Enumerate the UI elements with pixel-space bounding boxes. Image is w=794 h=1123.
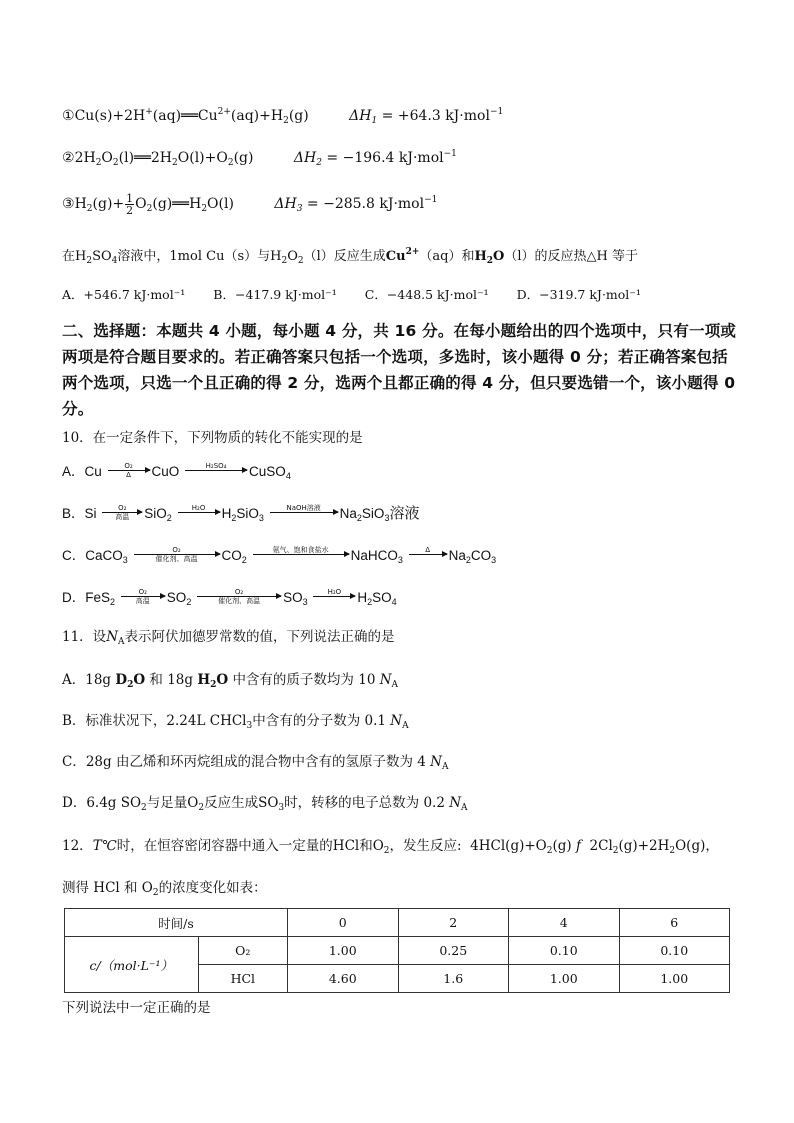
exp: −1 xyxy=(424,195,438,205)
arrow: H₂SO₄ xyxy=(185,462,247,479)
text: B．标准状况下，2.24L xyxy=(62,713,206,729)
q9-stem: 在$H_2SO_4$溶液中，1mol Cu（s）与$H_2O_2(l)$反应生成$Cu^{2+}(aq)$和$H_2O(l)$的反应热△H 等于 xyxy=(62,247,638,266)
exp: −1 xyxy=(443,149,457,159)
table-cell: 1.00 xyxy=(288,937,399,965)
text: （l）的反应热△H 等于 xyxy=(504,249,638,264)
text: 与足量 xyxy=(146,795,188,811)
text: 在 xyxy=(62,249,76,264)
text: A．18g xyxy=(62,672,112,688)
delta-h-3-value: = −285.8 kJ·mol xyxy=(302,196,425,212)
text: 11．设 xyxy=(62,629,107,645)
delta-h-2: $\Delta H_2$ xyxy=(293,150,322,168)
label: C． xyxy=(62,548,86,563)
arrow: O₂ 高温 xyxy=(102,504,142,521)
label: B． xyxy=(62,506,85,521)
arrow: H₂O xyxy=(313,588,355,605)
q10-option-b[interactable]: B．Si O₂ 高温 SiO$_2$ H₂O $H_2SiO_3$ NaOH溶液 $Na_2SiO_3$溶液 xyxy=(62,503,420,523)
table-row-name: HCl xyxy=(198,965,287,993)
text: 和 18g xyxy=(149,672,194,688)
text: 时，在恒容密闭容器中通入一定量的HCl和 xyxy=(116,838,373,854)
table-cell: 4.60 xyxy=(288,965,399,993)
q12-after-text: 下列说法中一定正确的是 xyxy=(62,1000,211,1016)
exp: −1 xyxy=(489,107,504,117)
q11-option-c[interactable]: C．28g 由乙烯和环丙烷组成的混合物中含有的氢原子数为 4 $N_A$ xyxy=(62,754,449,772)
text: 测得 HCl 和 xyxy=(62,880,138,896)
text: 12． xyxy=(62,838,93,854)
q11-option-b[interactable]: B．标准状况下，2.24L CHCl$_3$中含有的分子数为 0.1 $N_A$ xyxy=(62,713,409,731)
text: 表示阿伏加德罗常数的值，下列说法正确的是 xyxy=(124,629,395,645)
text: 溶液 xyxy=(389,505,420,522)
text: 中含有的分子数为 0.1 xyxy=(252,713,386,729)
table-header-row xyxy=(65,909,730,937)
q9-option-a[interactable]: A．+546.7 kJ·mol⁻¹ xyxy=(62,287,186,302)
text: D．6.4g xyxy=(62,795,117,811)
q11-option-a[interactable]: A．18g $D_2O$ 和 18g $H_2O$ 中含有的质子数均为 10 $N_A$ xyxy=(62,672,399,690)
arrow: Δ xyxy=(409,546,447,563)
q10-option-c[interactable]: C．CaCO$_3$ O₂ 催化剂、高温 $CO_2$ 氨气、饱和食盐水 NaHCO$_3$ Δ $Na_2CO_3$ xyxy=(62,545,497,565)
reaction-number: ③ xyxy=(62,196,75,212)
q10-option-a[interactable]: A．Cu $\frac{\text{O₂}}{\Delta}$ CuO H₂SO₄ CuSO$_4$ xyxy=(62,461,291,481)
table-cell: 0.10 xyxy=(509,937,620,965)
text: （l）反应生成 xyxy=(303,249,386,264)
delta-h-1: $\Delta H_1$ xyxy=(349,108,378,126)
row-group-label: c/（mol·L⁻¹） xyxy=(65,937,199,993)
delta-h-3: $\Delta H_3$ xyxy=(274,196,303,214)
temperature: T℃ xyxy=(92,838,117,854)
label: A． xyxy=(62,464,85,479)
text: C．28g 由乙烯和环丙烷组成的混合物中含有的氢原子数为 4 xyxy=(62,754,426,770)
table-row xyxy=(65,937,730,965)
arrow: 氨气、饱和食盐水 xyxy=(253,546,349,563)
table-header-cell: 0 xyxy=(288,909,399,937)
q10-stem: 10．在一定条件下，下列物质的转化不能实现的是 xyxy=(62,430,363,446)
concentration-table xyxy=(64,908,730,993)
arrow: H₂O xyxy=(178,504,220,521)
text: 时，转移的电子总数为 0.2 xyxy=(284,795,445,811)
table-header-cell: 4 xyxy=(509,909,620,937)
section-2-title: 二、选择题：本题共 4 小题，每小题 4 分，共 16 分。在每小题给出的四个选项中，只有一项或两项是符合题目要求的。若正确答案只包括一个选项，多选时，该小题得 0 分；若正确答案包括两个选项，只选一个且正确的得 2 分，选两个且都正确的得 4 分，但只要选错一个，该小题得 0 分。 xyxy=(62,322,737,418)
table-cell: 1.00 xyxy=(619,965,730,993)
table-header-cell: 2 xyxy=(398,909,509,937)
q12-stem-2: 测得 HCl 和 $O_2$的浓度变化如表： xyxy=(62,880,267,898)
table-cell: 1.00 xyxy=(509,965,620,993)
table-cell: 1.6 xyxy=(398,965,509,993)
arrow: O₂ 催化剂、高温 xyxy=(134,546,220,563)
text: 溶液中，1mol Cu（s）与 xyxy=(117,249,271,264)
fraction-half: $\frac{1}{2}$ xyxy=(126,191,134,217)
q11-option-d[interactable]: D．6.4g $SO_2$与足量$O_2$反应生成$SO_3$时，转移的电子总数为 0.2 $N_A$ xyxy=(62,795,468,813)
q9-option-c[interactable]: C．−448.5 kJ·mol⁻¹ xyxy=(364,287,489,302)
arrow: $\frac{\text{O₂}}{\Delta}$ xyxy=(108,462,150,479)
arrow: NaOH溶液 xyxy=(270,504,338,521)
table-header-cell: 时间/s xyxy=(65,909,288,937)
text: 中含有的质子数均为 10 xyxy=(232,672,376,688)
label: D． xyxy=(62,590,86,605)
reaction-2: $②2H_2O_2(l)══2H_2O(l)+O_2(g) \Delta H_2 = -196.4$ kJ·mol$^{-1}$ xyxy=(62,149,457,168)
table-cell: 0.25 xyxy=(398,937,509,965)
q12-stem: 12．T℃时，在恒容密闭容器中通入一定量的HCl和$O_2$，发生反应: $4HCl(g)+O_2(g)$ f $2Cl_2(g)+2H_2O(g)$， xyxy=(62,838,719,856)
q9-option-b[interactable]: B．−417.9 kJ·mol⁻¹ xyxy=(213,287,337,302)
text: （aq）和 xyxy=(419,249,475,264)
reaction-1: $①Cu(s)+2H^+(aq)══Cu^{2+}(aq)+H_2(g) \Delta H_1 = +64.3$ kJ·mol$^{-1}$ xyxy=(62,107,504,126)
table-header-cell: 6 xyxy=(619,909,730,937)
arrow: O₂ 高温 xyxy=(121,588,165,605)
table-cell: 0.10 xyxy=(619,937,730,965)
arrow: O₂ 催化剂、高温 xyxy=(197,588,281,605)
q10-option-d[interactable]: D．FeS$_2$ O₂ 高温 $SO_2$ O₂ 催化剂、高温 $SO_3$ H₂O $H_2SO_4$ xyxy=(62,587,397,607)
text: 反应生成 xyxy=(204,795,259,811)
reaction-number: ① xyxy=(62,108,75,124)
text: ，发生反应: xyxy=(389,838,462,854)
reaction-3: $③H_2(g)+$ $\frac{1}{2}$ $O_2(g)══H_2O(l) \Delta H_3 = -285.8$ kJ·mol$^{-1}$ xyxy=(62,191,438,217)
q9-option-d[interactable]: D．−319.7 kJ·mol⁻¹ xyxy=(516,287,641,302)
q9-options xyxy=(62,285,665,305)
delta-h-2-value: = −196.4 kJ·mol xyxy=(321,150,444,166)
delta-h-1-value: = +64.3 kJ·mol xyxy=(377,108,490,124)
q11-stem: 11．设$N_A$表示阿伏加德罗常数的值，下列说法正确的是 xyxy=(62,629,395,647)
table-row-name: O₂ xyxy=(198,937,287,965)
reaction-number: ② xyxy=(62,150,75,166)
text: 的浓度变化如表： xyxy=(158,880,267,896)
